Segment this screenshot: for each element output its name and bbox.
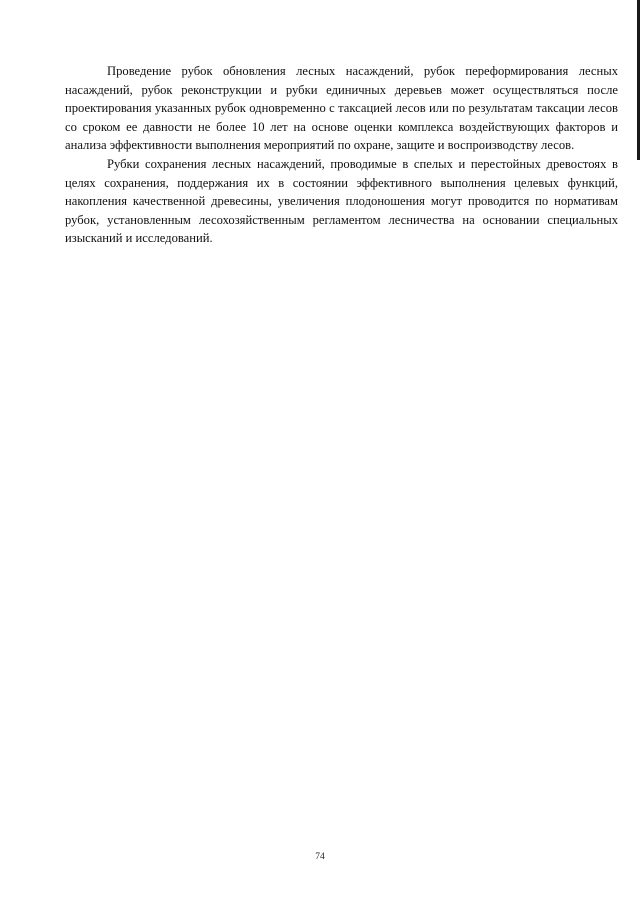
paragraph-felling-preservation: Рубки сохранения лесных насаждений, проводимые в спелых и перестойных древостоях в целях сохранения, поддержания их в состоянии эффективного выполнения целевых функций, накопления качественной древесины, увеличения плодоношения могут проводится по нормативам рубок, установленным лесохозяйственным регламентом лесничества на основании специальных изысканий и исследований. (65, 156, 618, 246)
page-number: 74 (315, 852, 325, 862)
body-text (65, 62, 618, 248)
paragraph-felling-renewal: Проведение рубок обновления лесных насаждений, рубок переформирования лесных насаждений, рубок реконструкции и рубки единичных деревьев может осуществляться после проектирования указанных рубок одновременно с таксацией лесов или по результатам таксации лесов со сроком ее давности не более 10 лет на основе оценки комплекса воздействующих факторов и анализа эффективности выполнения мероприятий по охране, защите и воспроизводству лесов. (65, 64, 618, 153)
